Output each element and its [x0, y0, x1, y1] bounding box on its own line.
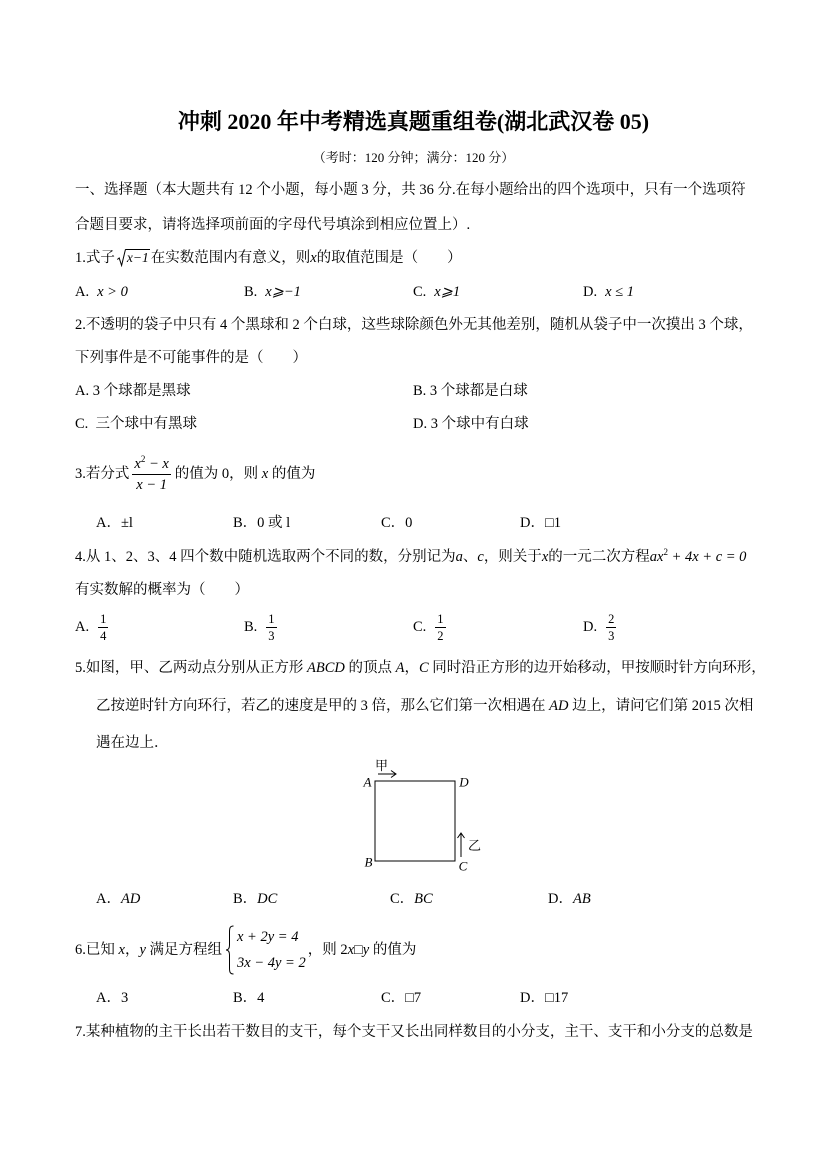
side-ad: AD: [549, 698, 569, 714]
question-6-option-c: C．□7: [381, 990, 422, 1006]
option-label: B.: [244, 619, 258, 635]
option-fraction: [435, 611, 445, 644]
fraction-numerator: 1: [437, 611, 444, 626]
option-fraction: [606, 611, 616, 644]
equation-exponent: 2: [663, 547, 668, 557]
question-4-option-d: [583, 608, 620, 646]
equation-lines: [237, 924, 306, 976]
option-value: x > 0: [97, 284, 128, 300]
vertex-c: C: [418, 660, 429, 676]
question-3: [75, 452, 315, 496]
equation-1: x + 2y = 4: [237, 929, 299, 945]
section-heading-line-2: 合题目要求，请将选择项前面的字母代号填涂到相应位置上）.: [75, 217, 471, 233]
variable-x: x: [118, 942, 125, 958]
question-4-line-1: [75, 547, 746, 567]
option-label: A．: [96, 891, 121, 907]
exam-subtitle: （考时：120 分钟；满分：120 分）: [312, 150, 515, 165]
equation-term-ax: ax: [649, 549, 664, 565]
fraction-denominator: 4: [100, 628, 107, 643]
vertex-c-label: C: [458, 858, 468, 874]
question-5-line-1: [75, 658, 766, 678]
question-2-line-2: 下列事件是不可能事件的是（ ）: [75, 350, 307, 366]
variable-x: x: [347, 942, 355, 958]
numerator-base: x: [134, 455, 141, 472]
question-5-text-e: 乙按逆时针方向环行，若乙的速度是甲的 3 倍，那么它们第一次相遇在: [96, 698, 550, 714]
question-1-option-a: [75, 282, 128, 302]
question-3-text-post: 的值为: [268, 466, 316, 482]
question-3-text-pre: 3.若分式: [75, 466, 130, 482]
option-label: B．: [233, 891, 258, 907]
fraction-numerator: 2: [608, 611, 615, 626]
radical-sign-icon: [117, 249, 126, 267]
question-1-text-pre: 1.式子: [75, 250, 115, 266]
question-5-text-b: 的顶点: [344, 660, 396, 676]
numerator-exponent: 2: [140, 453, 146, 464]
question-4-text-pre: 4.从 1、2、3、4 四个数中随机选取两个不同的数，分别记为: [75, 549, 456, 565]
question-1-text-mid: 在实数范围内有意义，则: [150, 250, 311, 266]
option-label: C．: [390, 891, 415, 907]
option-label: D.: [583, 619, 598, 635]
question-6-text-mid: 满足方程组: [145, 942, 222, 958]
option-label: C.: [413, 619, 427, 635]
question-5-option-d: [548, 889, 591, 909]
vertex-b-label: B: [364, 854, 373, 870]
question-2-option-c: C. 三个球中有黑球: [75, 416, 198, 432]
variable-y: y: [362, 942, 370, 958]
question-6-option-d: D．□17: [520, 990, 569, 1006]
equation-system: [225, 924, 306, 976]
numerator-rest: − x: [145, 455, 169, 472]
question-4-text-mid-1: ，则关于: [483, 549, 542, 565]
option-fraction: [98, 611, 108, 644]
fraction-numerator: [132, 454, 170, 474]
sqrt-expression: [117, 249, 150, 267]
jia-label: 甲: [374, 759, 389, 774]
equation-rest: + 4x + c = 0: [667, 549, 747, 565]
variable-y: y: [139, 942, 146, 958]
option-label: A.: [75, 619, 90, 635]
fraction-numerator: 1: [100, 611, 107, 626]
option-value: AB: [572, 891, 591, 907]
question-1-text-post: 的取值范围是（ ）: [316, 250, 462, 266]
option-value: x⩾1: [434, 284, 461, 300]
question-3-option-c: C．0: [381, 515, 413, 531]
fraction: [132, 454, 170, 495]
option-label: D.: [583, 284, 598, 300]
option-label: C.: [413, 284, 427, 300]
yi-label: 乙: [467, 839, 482, 854]
question-6-option-a: A．3: [96, 990, 129, 1006]
vertex-d-label: D: [459, 774, 469, 790]
fraction-denominator: x − 1: [136, 476, 167, 493]
equation-2: 3x − 4y = 2: [237, 955, 306, 971]
question-6-option-b: B．4: [233, 990, 265, 1006]
square-name: ABCD: [307, 660, 345, 676]
question-2-line-1: 2.不透明的袋子中只有 4 个黑球和 2 个白球，这些球除颜色外无其他差别，随机从袋子中一次摸出 3 个球，: [75, 317, 753, 333]
question-1-option-b: [244, 282, 301, 302]
question-6-text-post-a: ，则 2: [307, 942, 348, 958]
question-1-option-c: [413, 282, 460, 302]
quadratic-equation: [650, 547, 747, 567]
left-brace-icon: [225, 925, 234, 975]
vertex-a-label: A: [363, 774, 372, 790]
question-5-text-a: 5.如图，甲、乙两动点分别从正方形: [75, 660, 307, 676]
separator: 、: [462, 549, 478, 565]
option-value: x⩾−1: [265, 284, 301, 300]
question-6: [75, 922, 416, 978]
fraction-denominator: 2: [437, 628, 444, 643]
question-5-text-f: 边上，请问它们第 2015 次相: [568, 698, 754, 714]
exam-title: 冲刺 2020 年中考精选真题重组卷(湖北武汉卷 05): [177, 109, 650, 134]
vertex-a: A: [395, 660, 405, 676]
question-5-line-3: 遇在边上．: [96, 735, 169, 751]
question-5-option-c: [390, 889, 433, 909]
option-value: x ≤ 1: [605, 284, 635, 300]
option-label: B.: [244, 284, 258, 300]
question-3-option-a: A．±l: [96, 515, 133, 531]
question-1: [75, 248, 462, 268]
question-4-option-a: [75, 608, 112, 646]
question-3-option-b: B．0 或 l: [233, 515, 291, 531]
separator: ，: [404, 660, 419, 676]
variable-x: x: [261, 466, 269, 482]
question-5-option-b: [233, 889, 277, 909]
option-label: A.: [75, 284, 90, 300]
question-6-text-pre: 6.已知: [75, 942, 119, 958]
fraction-denominator: 3: [608, 628, 615, 643]
question-2-option-d: D. 3 个球中有白球: [413, 416, 529, 432]
question-2-option-b: B. 3 个球都是白球: [413, 383, 528, 399]
variable-c: c: [477, 549, 484, 565]
option-value: DC: [257, 891, 278, 907]
separator: ，: [124, 942, 140, 958]
variable-x: x: [310, 250, 317, 266]
question-4-option-b: [244, 608, 281, 646]
fraction-numerator: 1: [268, 611, 275, 626]
radicand: x−1: [126, 250, 149, 265]
missing-operator-glyph: □: [354, 942, 363, 958]
question-1-option-d: [583, 282, 634, 302]
question-3-text-mid: 的值为 0，则: [174, 466, 262, 482]
option-value: BC: [414, 891, 433, 907]
question-4-line-2: 有实数解的概率为（ ）: [75, 582, 249, 598]
variable-x: x: [541, 549, 549, 565]
question-2-option-a: A. 3 个球都是黑球: [75, 383, 191, 399]
section-heading-line-1: 一、选择题（本大题共有 12 个小题，每小题 3 分，共 36 分.在每小题给出的四个选项中，只有一个选项符: [75, 182, 746, 198]
variable-a: a: [455, 549, 463, 565]
square: [375, 781, 455, 861]
option-label: D．: [548, 891, 573, 907]
option-fraction: [266, 611, 276, 644]
question-6-text-post-b: 的值为: [369, 942, 417, 958]
question-3-option-d: D．□1: [520, 515, 561, 531]
option-value: AD: [120, 891, 141, 907]
question-5-line-2: [96, 696, 753, 716]
question-7-line-1: 7.某种植物的主干长出若干数目的支干，每个支干又长出同样数目的小分支，主干、支干和小分支的总数是: [75, 1024, 753, 1040]
question-4-text-mid-2: 的一元二次方程: [548, 549, 650, 565]
fraction-denominator: 3: [268, 628, 275, 643]
question-5-text-d: 同时沿正方形的边开始移动，甲按顺时针方向环形，: [428, 660, 766, 676]
question-5-option-a: [96, 889, 140, 909]
square-abcd-figure: [350, 755, 490, 880]
question-4-option-c: [413, 608, 450, 646]
